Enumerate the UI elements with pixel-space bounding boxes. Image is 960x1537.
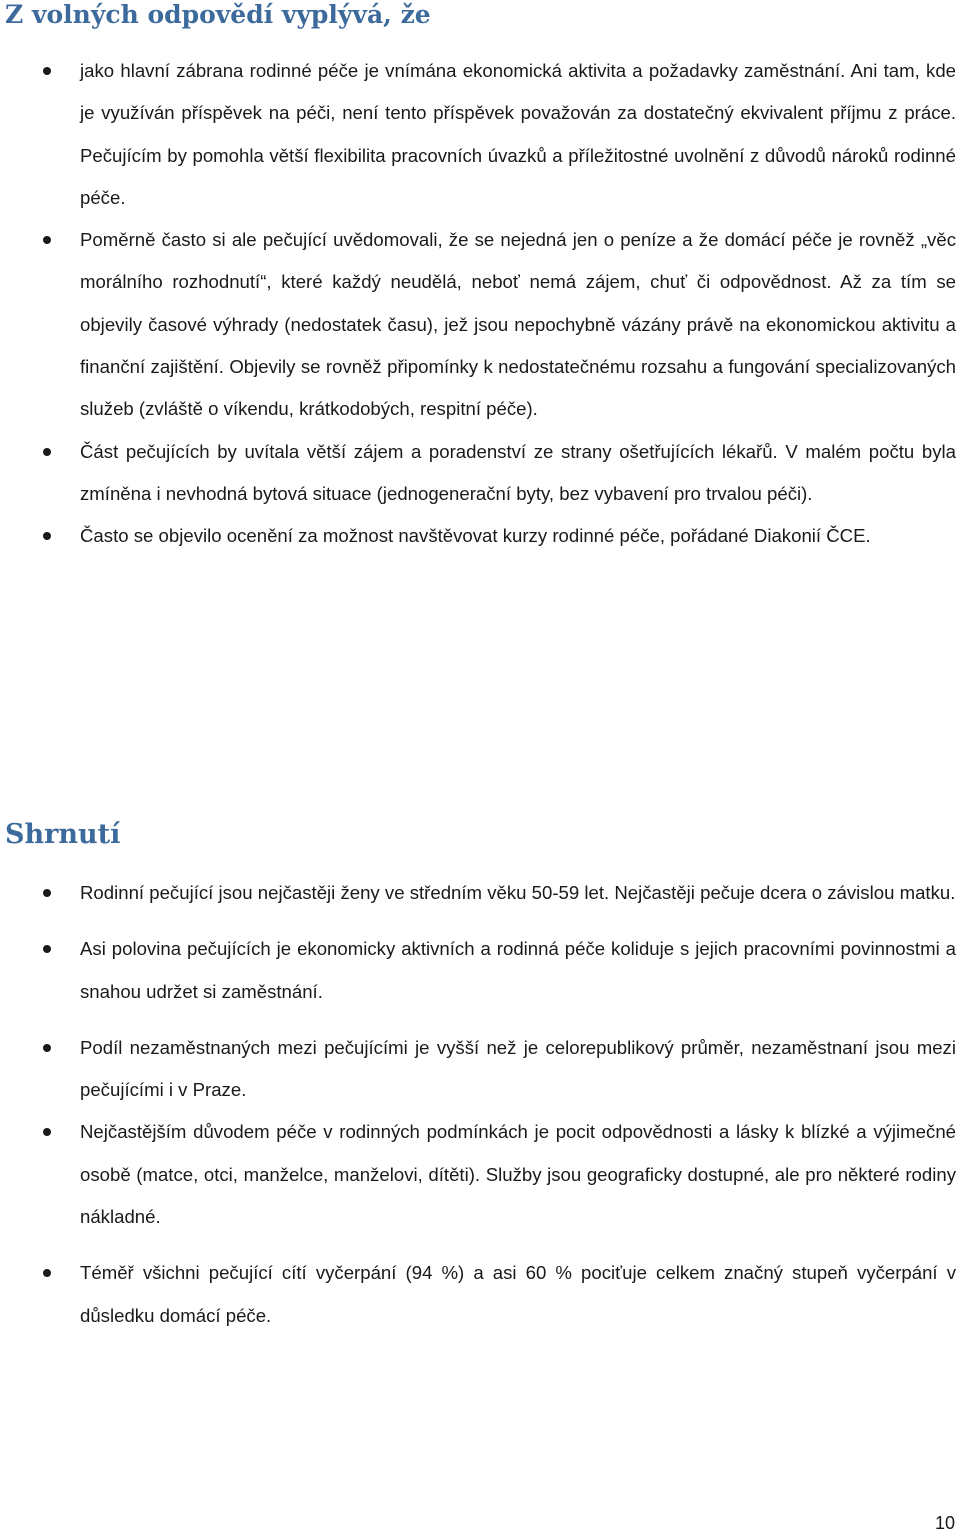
bullet-icon: [43, 532, 51, 540]
section-heading-free-answers: Z volných odpovědí vyplývá, že: [5, 0, 431, 29]
bullet-icon: [43, 1128, 51, 1136]
list-item: [0, 515, 960, 557]
bullet-icon: [43, 236, 51, 244]
free-answers-list: [0, 50, 960, 558]
list-item-text: Rodinní pečující jsou nejčastěji ženy ve středním věku 50-59 let. Nejčastěji pečuje dcera o závislou matku.: [80, 882, 956, 903]
bullet-icon: [43, 889, 51, 897]
bullet-icon: [43, 1269, 51, 1277]
list-item-text: Téměř všichni pečující cítí vyčerpání (94 %) a asi 60 % pociťuje celkem značný stupeň vyčerpání v důsledku domácí péče.: [80, 1262, 956, 1326]
list-item-text: Část pečujících by uvítala větší zájem a poradenství ze strany ošetřujících lékařů. V malém počtu byla zmíněna i nevhodná bytová situace (jednogenerační byty, bez vybavení pro trvalou péči).: [80, 440, 956, 504]
list-item-text: Podíl nezaměstnaných mezi pečujícími je vyšší než je celorepublikový průměr, nezaměstnaní jsou mezi pečujícími i v Praze.: [80, 1036, 956, 1101]
list-item: [0, 872, 960, 914]
list-item: [0, 431, 960, 516]
bullet-icon: [43, 448, 51, 456]
list-item-text: jako hlavní zábrana rodinné péče je vnímána ekonomická aktivita a požadavky zaměstnání. Ani tam, kde je využíván příspěvek na péči, není tento příspěvek považován za dostatečný ekvivalent příjmu z práce. Pečujícím by pomohla větší flexibilita pracovních úvazků a příležitostné uvolnění z důvodů nároků rodinné péče.: [80, 60, 956, 208]
list-item: [0, 1252, 960, 1337]
list-item: [0, 928, 960, 1013]
list-item-text: Asi polovina pečujících je ekonomicky aktivních a rodinná péče koliduje s jejich pracovními povinnostmi a snahou udržet si zaměstnání.: [80, 938, 956, 1002]
bullet-icon: [43, 67, 51, 75]
list-item: [0, 1111, 960, 1238]
summary-list: [0, 872, 960, 1351]
list-item-text: Nejčastějším důvodem péče v rodinných podmínkách je pocit odpovědnosti a lásky k blízké a výjimečné osobě (matce, otci, manželce, manželovi, dítěti). Služby jsou geograficky dostupné, ale pro některé rodiny nákladné.: [80, 1121, 956, 1228]
bullet-icon: [43, 1044, 51, 1052]
page-number: 10: [934, 1513, 955, 1533]
list-item-text: Poměrně často si ale pečující uvědomovali, že se nejedná jen o peníze a že domácí péče je rovněž „věc morálního rozhodnutí“, které každý neudělá, neboť nemá zájem, chuť či odpovědnost. Až za tím se objevily časové výhrady (nedostatek času), jež jsou nepochybně vázány právě na ekonomickou aktivitu a finanční zajištění. Objevily se rovněž připomínky k nedostatečnému rozsahu a fungování specializovaných služeb (zvláště o víkendu, krátkodobých, respitní péče).: [80, 229, 956, 420]
list-item-text: Často se objevilo ocenění za možnost navštěvovat kurzy rodinné péče, pořádané Diakonií ČCE.: [80, 525, 871, 547]
section-heading-summary: Shrnutí: [5, 819, 121, 850]
list-item: [0, 50, 960, 219]
list-item: [0, 219, 960, 430]
list-item: [0, 1027, 960, 1112]
bullet-icon: [43, 945, 51, 953]
